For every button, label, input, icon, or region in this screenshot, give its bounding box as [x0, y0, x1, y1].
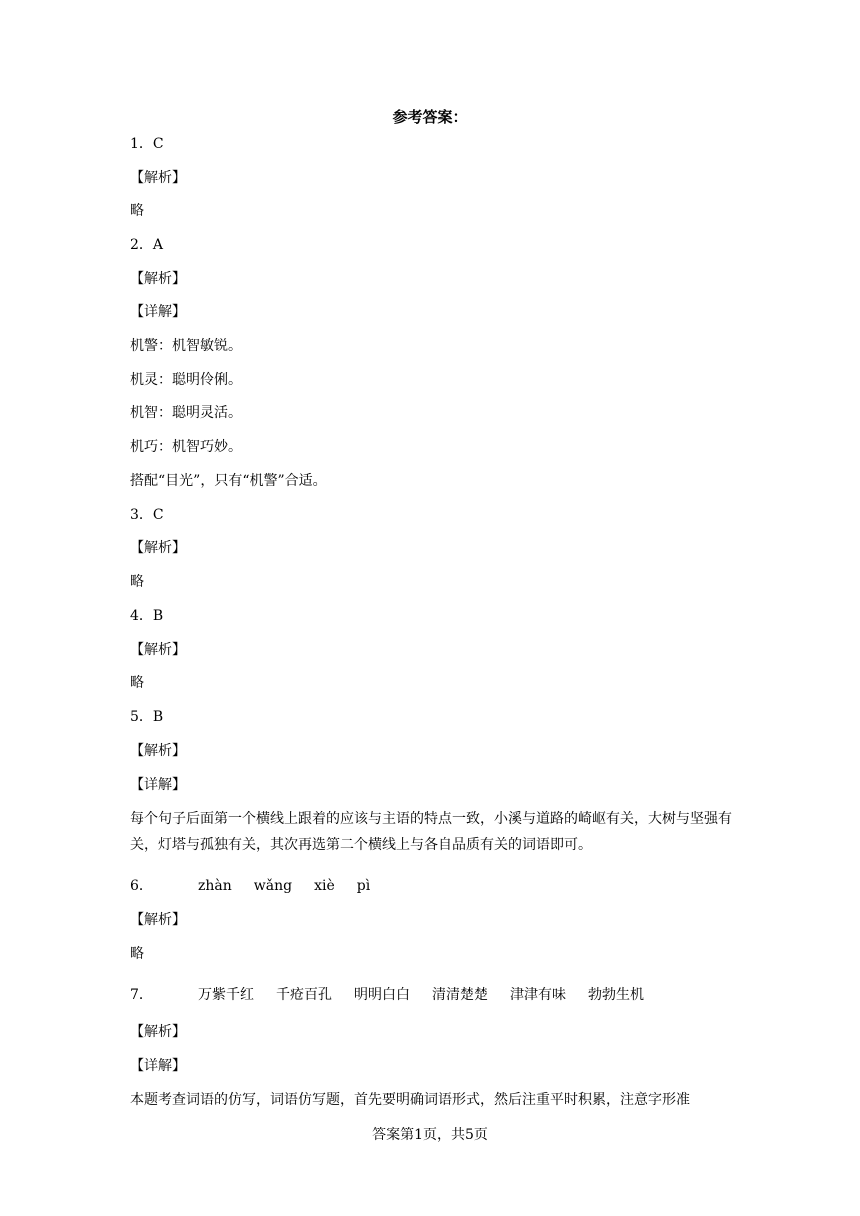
q4-analysis-label: 【解析】: [130, 642, 186, 658]
q2-detail-line: 搭配“目光”，只有“机警”合适。: [130, 473, 327, 489]
q6-pinyin: xiè: [314, 878, 335, 894]
q7-word: 清清楚楚: [432, 987, 488, 1003]
q1-analysis-text: 略: [130, 203, 144, 219]
q7-detail-label: 【详解】: [130, 1058, 186, 1074]
q3-analysis-text: 略: [130, 574, 144, 590]
q4-analysis-text: 略: [130, 675, 144, 691]
q6-analysis-label: 【解析】: [130, 912, 186, 928]
q7-word: 千疮百孔: [276, 987, 332, 1003]
page-footer: 答案第1页，共5页: [372, 1127, 488, 1143]
q2-detail-label: 【详解】: [130, 304, 186, 320]
q2-analysis-label: 【解析】: [130, 271, 186, 287]
q5-detail-label: 【详解】: [130, 777, 186, 793]
q2-detail-line: 机警：机智敏锐。: [130, 338, 242, 354]
q1-answer: 1．C: [130, 136, 164, 152]
q5-analysis-label: 【解析】: [130, 743, 186, 759]
page-title: 参考答案：: [392, 108, 468, 126]
q6-pinyin: pì: [356, 878, 371, 894]
q3-answer: 3．C: [130, 507, 164, 523]
q7-word: 津津有味: [510, 987, 566, 1003]
q2-detail-line: 机智：聪明灵活。: [130, 405, 242, 421]
q7-analysis-label: 【解析】: [130, 1024, 186, 1040]
q2-answer: 2．A: [130, 237, 164, 253]
q2-detail-line: 机灵：聪明伶俐。: [130, 372, 242, 388]
q1-analysis-label: 【解析】: [130, 170, 186, 186]
q6-analysis-text: 略: [130, 946, 144, 962]
q7-word: 明明白白: [354, 987, 410, 1003]
q7-word: 万紫千红: [198, 987, 254, 1003]
q7-number: 7．: [130, 987, 153, 1003]
q2-detail-line: 机巧：机智巧妙。: [130, 439, 242, 455]
q7-detail-text: 本题考查词语的仿写，词语仿写题，首先要明确词语形式，然后注重平时积累，注意字形准: [130, 1092, 690, 1108]
q7-word: 勃勃生机: [588, 987, 644, 1003]
q5-detail-text: 每个句子后面第一个横线上跟着的应该与主语的特点一致，小溪与道路的崎岖有关，大树与坚强有关，灯塔与孤独有关，其次再选第二个横线上与各自品质有关的词语即可。: [130, 811, 732, 853]
q5-answer: 5．B: [130, 709, 164, 725]
q6-number: 6．: [130, 878, 153, 894]
q7-answer-row: [130, 985, 666, 1005]
q6-pinyin: wǎng: [253, 878, 293, 894]
q6-answer-row: [130, 876, 392, 896]
q6-pinyin: zhàn: [198, 878, 232, 894]
q3-analysis-label: 【解析】: [130, 540, 186, 556]
q4-answer: 4．B: [130, 608, 164, 624]
